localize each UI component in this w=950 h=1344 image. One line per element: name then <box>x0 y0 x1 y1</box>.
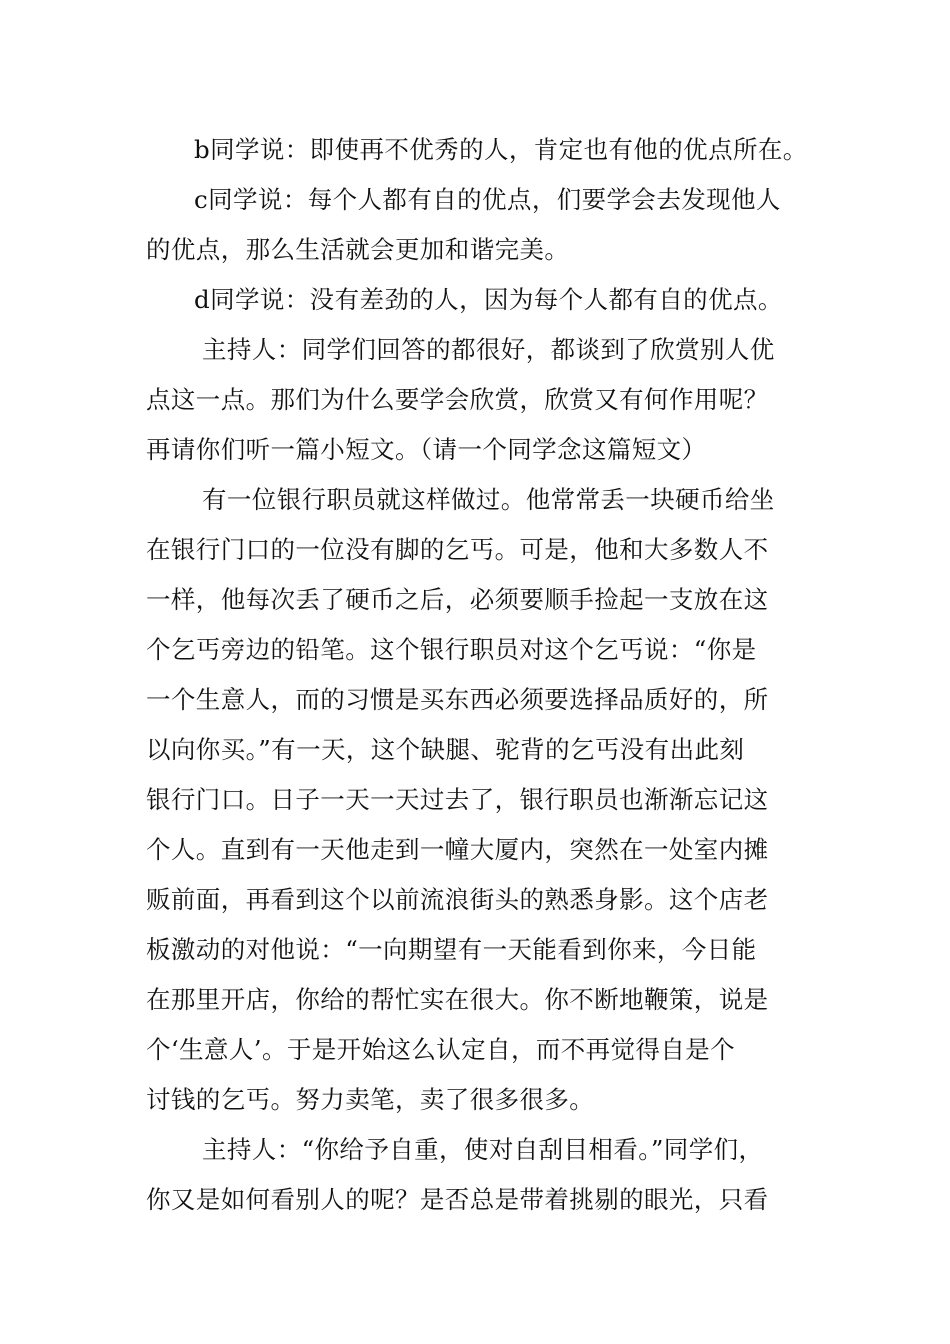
text-line: 在那里开店，你给的帮忙实在很大。你不断地鞭策，说是 <box>146 985 769 1014</box>
text-line: 再请你们听一篇小短文。（请一个同学念这篇短文） <box>146 435 707 464</box>
text-line: 讨钱的乞丐。努力卖笔，卖了很多很多。 <box>146 1085 595 1114</box>
text-line: b同学说：即使再不优秀的人，肯定也有他的优点所在。 <box>194 135 808 164</box>
text-line: 有一位银行职员就这样做过。他常常丢一块硬币给坐 <box>202 485 775 514</box>
text-line: 的优点，那么生活就会更加和谐完美。 <box>146 235 570 264</box>
text-line: 板激动的对他说：“一向期望有一天能看到你来，今日能 <box>146 935 757 964</box>
text-line: 贩前面，再看到这个以前流浪街头的熟悉身影。这个店老 <box>146 885 769 914</box>
text-line: 个人。直到有一天他走到一幢大厦内，突然在一处室内摊 <box>146 835 769 864</box>
text-line: 个‘生意人’。于是开始这么认定自，而不再觉得自是个 <box>146 1035 736 1064</box>
text-line: 主持人：“你给予自重，使对自刮目相看。”同学们， <box>202 1135 764 1164</box>
text-line: 银行门口。日子一天一天过去了，银行职员也渐渐忘记这 <box>146 785 769 814</box>
text-line: c同学说：每个人都有自的优点，们要学会去发现他人 <box>194 185 781 214</box>
text-line: d同学说：没有差劲的人，因为每个人都有自的优点。 <box>194 285 783 314</box>
text-line: 点这一点。那们为什么要学会欣赏，欣赏又有何作用呢？ <box>146 385 769 414</box>
text-line: 一个生意人，而的习惯是买东西必须要选择品质好的，所 <box>146 685 769 714</box>
text-line: 主持人：同学们回答的都很好，都谈到了欣赏别人优 <box>202 335 775 364</box>
text-line: 个乞丐旁边的铅笔。这个银行职员对这个乞丐说：“你是 <box>146 635 757 664</box>
text-line: 在银行门口的一位没有脚的乞丐。可是，他和大多数人不 <box>146 535 769 564</box>
text-line: 以向你买。”有一天，这个缺腿、驼背的乞丐没有出此刻 <box>146 735 745 764</box>
text-line: 一样，他每次丢了硬币之后，必须要顺手捡起一支放在这 <box>146 585 769 614</box>
text-line: 你又是如何看别人的呢？是否总是带着挑剔的眼光，只看 <box>146 1185 769 1214</box>
